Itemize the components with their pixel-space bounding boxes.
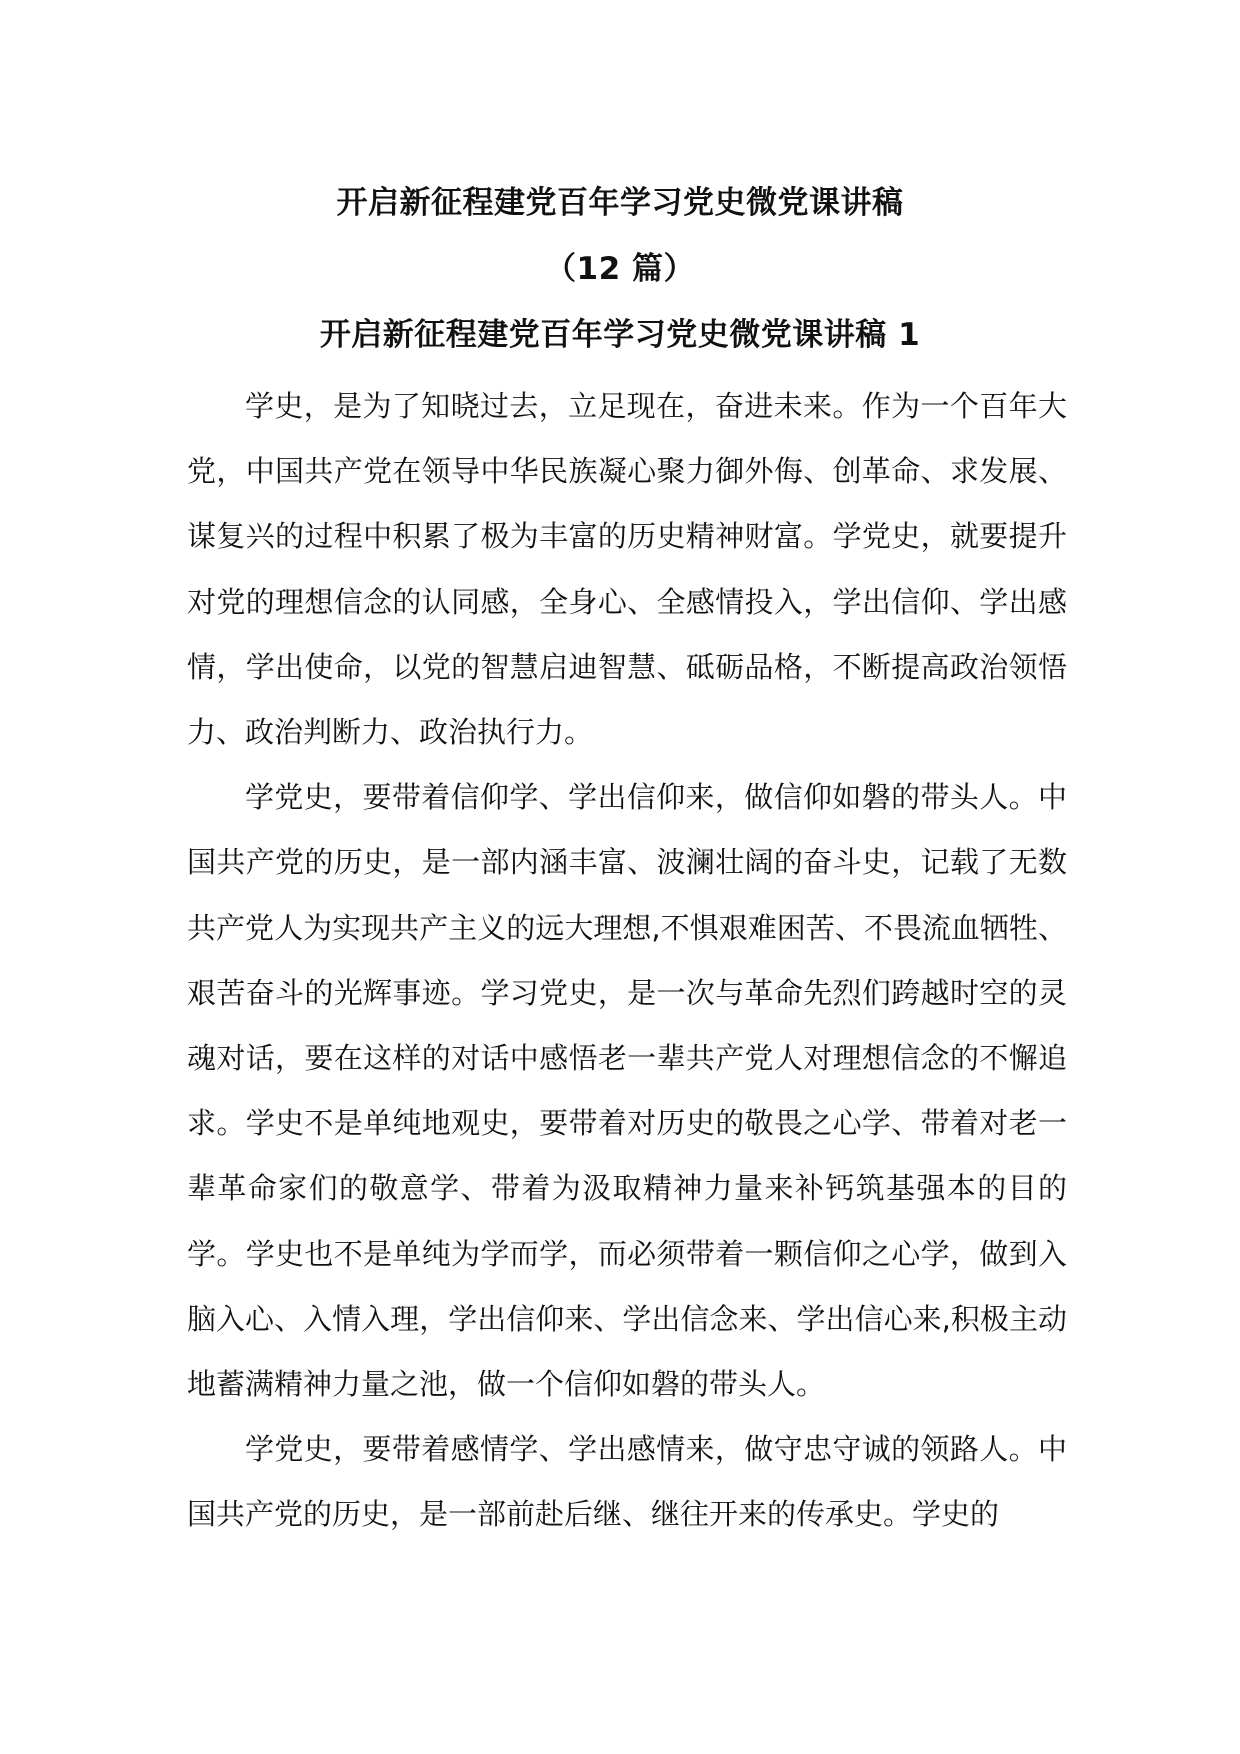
paragraph-1: 学史，是为了知晓过去，立足现在，奋进未来。作为一个百年大党，中国共产党在领导中华民族凝心聚力御外侮、创革命、求发展、谋复兴的过程中积累了极为丰富的历史精神财富。学党史，就要提升对党的理想信念的认同感，全身心、全感情投入，学出信仰、学出感情，学出使命，以党的智慧启迪智慧、砥砺品格，不断提高政治领悟力、政治判断力、政治执行力。 xyxy=(187,389,1067,750)
title-block xyxy=(0,170,1240,368)
document-body xyxy=(187,374,1067,1548)
document-title: 开启新征程建党百年学习党史微党课讲稿 xyxy=(336,185,904,221)
paragraph-3: 学党史，要带着感情学、学出感情来，做守忠守诚的领路人。中国共产党的历史，是一部前赴后继、继往开来的传承史。学史的 xyxy=(187,1432,1067,1532)
paragraph-2: 学党史，要带着信仰学、学出信仰来，做信仰如磐的带头人。中国共产党的历史，是一部内涵丰富、波澜壮阔的奋斗史，记载了无数共产党人为实现共产主义的远大理想,不惧艰难困苦、不畏流血牺牲、艰苦奋斗的光辉事迹。学习党史，是一次与革命先烈们跨越时空的灵魂对话，要在这样的对话中感悟老一辈共产党人对理想信念的不懈追求。学史不是单纯地观史，要带着对历史的敬畏之心学、带着对老一辈革命家们的敬意学、带着为汲取精神力量来补钙筑基强本的目的学。学史也不是单纯为学而学，而必须带着一颗信仰之心学，做到入脑入心、入情入理，学出信仰来、学出信念来、学出信心来,积极主动地蓄满精神力量之池，做一个信仰如磐的带头人。 xyxy=(187,780,1067,1402)
section-title: 开启新征程建党百年学习党史微党课讲稿 1 xyxy=(319,317,921,353)
document-subtitle-count: （12 篇） xyxy=(545,251,695,287)
